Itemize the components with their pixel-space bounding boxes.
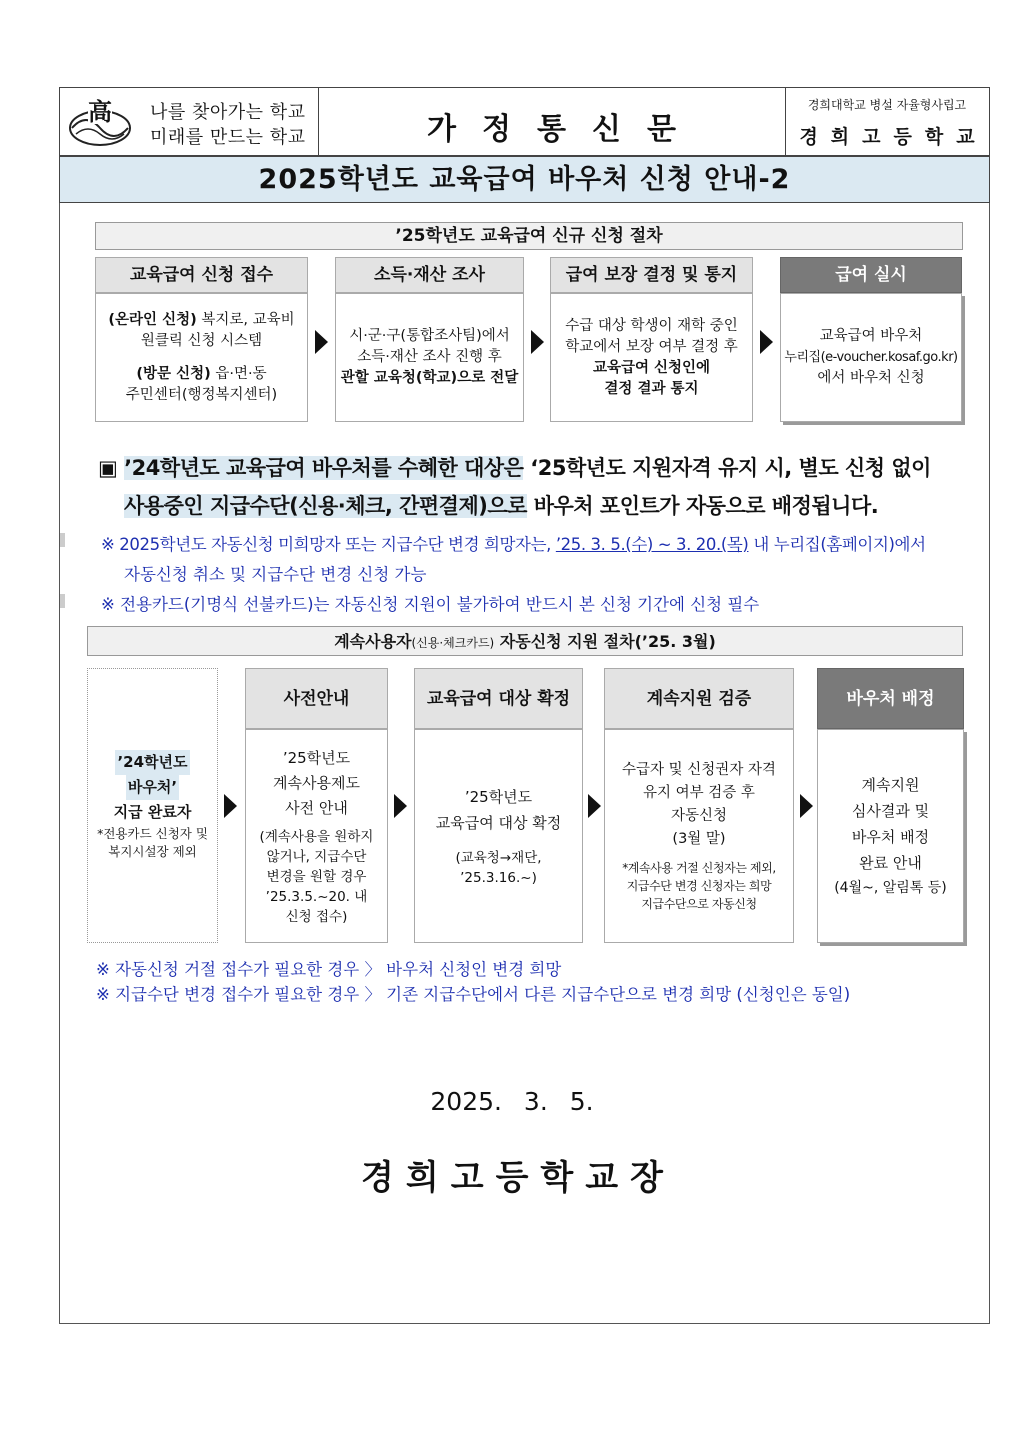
s2step2-line1: ’25학년도: [464, 788, 533, 806]
note1-suffix: 내 누리집(홈페이지)에서: [748, 535, 926, 554]
arrow-right-icon: [588, 794, 601, 818]
step2-line2: 소득·재산 조사 진행 후: [357, 349, 502, 365]
section1-step4-body: [780, 293, 962, 422]
step4-line3: 에서 바우처 신청: [817, 370, 925, 386]
issue-date: 2025. 3. 5.: [430, 1087, 594, 1116]
arrow-right-icon: [224, 794, 237, 818]
step1-online-text: 복지로, 교육비: [196, 311, 295, 328]
section2-step4-body: [817, 729, 964, 943]
note1-date: ’25. 3. 5.(수) ~ 3. 20.(목): [555, 535, 749, 554]
section2-step1-body: [245, 729, 388, 943]
start-line2: 바우처’: [126, 775, 179, 800]
main-point-bullet: ▣: [98, 456, 118, 480]
section2-step3-head: 계속지원 검증: [604, 668, 794, 729]
start-sub2: 복지시설장 제외: [108, 844, 197, 859]
section1-step3-head: 급여 보장 결정 및 통지: [550, 257, 753, 293]
main-point-text-2: 바우처 포인트가 자동으로 배정됩니다.: [526, 494, 879, 518]
main-point-text-1: ‘25학년도 지원자격 유지 시, 별도 신청 없이: [523, 456, 931, 480]
step1-online-label: (온라인 신청): [108, 311, 197, 328]
main-point-highlight-1: ’24학년도 교육급여 바우처를 수혜한 대상은: [124, 456, 524, 480]
note-marker: [60, 533, 65, 547]
s2step1-line3: 사전 안내: [285, 798, 348, 817]
s2step3-line4: (3월 말): [672, 831, 726, 847]
page-title: 2025학년도 교육급여 바우처 신청 안내-2: [59, 156, 990, 203]
s2step2-sub1: (교육청→재단,: [455, 850, 542, 866]
s2step3-line3: 자동신청: [670, 808, 728, 824]
step3-line1: 수급 대상 학생이 재학 중인: [565, 317, 738, 334]
school-affiliation: 경희대학교 병설 자율형사립고: [807, 98, 967, 112]
note1-line2: 자동신청 취소 및 지급수단 변경 신청 가능: [124, 565, 427, 584]
slogan-line-1: 나를 찾아가는 학교: [150, 102, 306, 123]
step2-line1: 시·군·구(통합조사팀)에서: [349, 328, 510, 344]
step3-line3: 교육급여 신청인에: [592, 359, 711, 376]
main-point-line1: [98, 452, 931, 482]
section1-step1-body: [95, 293, 308, 422]
s2step3-line2: 유지 여부 검증 후: [643, 785, 755, 801]
note2: ※ 전용카드(기명식 선불카드)는 자동신청 지원이 불가하여 반드시 본 신청 기간에 신청 필수: [101, 595, 760, 614]
s2step4-line5: (4월~, 알림톡 등): [834, 880, 947, 896]
section2-title-suffix: 자동신청 지원 절차(’25. 3월): [494, 632, 716, 651]
school-name: 경희고등학교: [799, 126, 988, 148]
s2step1-sub3: 변경을 원할 경우: [266, 868, 367, 885]
arrow-right-icon: [760, 330, 773, 354]
note1-prefix: ※ 2025학년도 자동신청 미희망자 또는 지급수단 변경 희망자는,: [101, 535, 556, 554]
s2step1-sub4: ’25.3.5.~20. 내: [265, 888, 368, 905]
s2step4-line1: 계속지원: [861, 776, 920, 794]
step3-line4: 결정 결과 통지: [604, 380, 699, 397]
s2step3-sub3: 지급수단으로 자동신청: [641, 897, 757, 911]
section2-step2-body: [414, 729, 583, 943]
section1-step2-head: 소득·재산 조사: [335, 257, 524, 293]
step1-visit-label: (방문 신청): [136, 365, 211, 382]
main-point-line2: [124, 490, 878, 520]
section2-start-box: [87, 668, 218, 943]
section2-step1-head: 사전안내: [245, 668, 388, 729]
s2step1-sub5: 신청 접수): [285, 908, 348, 925]
s2step3-sub1: *계속사용 거절 신청자는 제외,: [622, 861, 776, 875]
slogan-cell: [60, 88, 319, 155]
section2-title: [87, 626, 963, 656]
section2-title-prefix: 계속사용자: [334, 632, 412, 651]
newsletter-title-cell: [318, 88, 786, 155]
section2-step4-head: 바우처 배정: [817, 668, 964, 729]
step1-visit-center: 주민센터(행정복지센터): [125, 386, 278, 403]
s2step4-line2: 심사결과 및: [851, 802, 930, 820]
step3-line2: 학교에서 보장 여부 결정 후: [565, 338, 738, 355]
section1-step3-body: [550, 293, 753, 422]
main-point-highlight-2: 사용중인 지급수단(신용·체크, 간편결제)으로: [124, 494, 527, 518]
start-line3: 지급 완료자: [113, 803, 192, 821]
step1-visit-text: 읍·면·동: [210, 365, 267, 382]
step4-line1: 교육급여 바우처: [819, 328, 923, 344]
s2step3-line1: 수급자 및 신청권자 자격: [622, 762, 776, 778]
start-line1: ’24학년도: [115, 750, 189, 775]
arrow-right-icon: [531, 330, 544, 354]
emblem-glyph: 高: [88, 97, 112, 126]
s2step2-line2: 교육급여 대상 확정: [435, 814, 562, 832]
s2step1-line2: 계속사용제도: [273, 773, 360, 792]
section1-step1-head: 교육급여 신청 접수: [95, 257, 308, 293]
school-cell: [785, 88, 989, 155]
school-emblem-icon: [66, 94, 134, 150]
section1-title: ’25학년도 교육급여 신규 신청 절차: [95, 222, 963, 250]
s2step1-sub2: 않거나, 지급수단: [266, 848, 367, 865]
section2-step2-head: 교육급여 대상 확정: [414, 668, 583, 729]
bottom-note2: ※ 지급수단 변경 접수가 필요한 경우 〉 기존 지급수단에서 다른 지급수단으로 변경 희망 (신청인은 동일): [96, 985, 851, 1004]
step2-line3: 관할 교육청(학교)으로 전달: [340, 370, 519, 386]
s2step3-sub2: 지급수단 변경 신청자는 희망: [626, 879, 772, 893]
arrow-right-icon: [315, 330, 328, 354]
s2step4-line4: 완료 안내: [859, 854, 922, 872]
slogan-line-2: 미래를 만드는 학교: [150, 127, 306, 148]
note1-line1: [101, 531, 926, 555]
step4-line2: 누리집(e-voucher.kosaf.go.kr): [784, 350, 958, 365]
s2step2-sub2: ’25.3.16.~): [460, 870, 537, 886]
principal-signature: 경희고등학교장: [361, 1158, 675, 1198]
arrow-right-icon: [394, 794, 407, 818]
s2step1-line1: ’25학년도: [282, 748, 351, 767]
note-marker: [60, 594, 65, 608]
s2step1-sub1: (계속사용을 원하지: [259, 828, 374, 845]
newsletter-header: [59, 87, 990, 156]
s2step4-line3: 바우처 배정: [851, 828, 930, 846]
section2-title-small: (신용·체크카드): [411, 636, 495, 650]
section2-step3-body: [604, 729, 794, 943]
step1-online-system: 원클릭 신청 시스템: [140, 332, 263, 349]
start-sub1: *전용카드 신청자 및: [97, 826, 208, 841]
section1-step2-body: [335, 293, 524, 422]
section1-step4-head: 급여 실시: [780, 257, 962, 293]
arrow-right-icon: [800, 794, 813, 818]
newsletter-title: 가정통신문: [427, 112, 702, 147]
bottom-note1: ※ 자동신청 거절 접수가 필요한 경우 〉 바우처 신청인 변경 희망: [96, 960, 562, 979]
